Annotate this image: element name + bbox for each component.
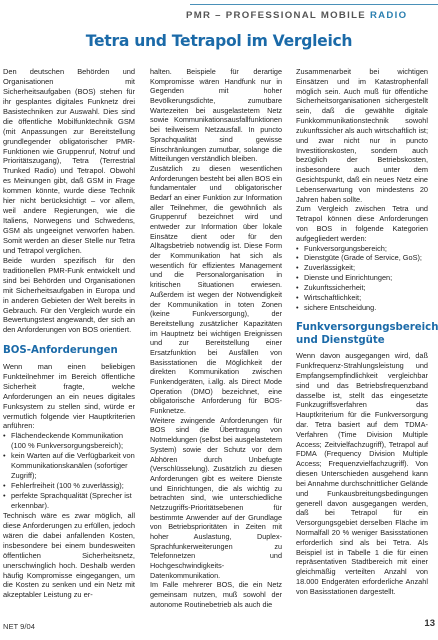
list-item: • Zukunftssicherheit; [296, 283, 428, 293]
intro-paragraph: Den deutschen Behörden und Organisationen mit Sicherheitsaufgaben (BOS) stehen für ihr gesplantes digitales Funknetz drei Basistechniken zur Auswahl. Dies sind die öffentliche Mobilfunktechnik GSM (mit Anpassungen zur Bereitstellung grundlegender obligatorischer PMR-Funktionen wie Gruppenruf, Notruf und Prioritätszugang), Tetra (Terrestrial Trunked Radio) und Tetrapol. Obwohl es Meinungen gibt, daß GSM in Frage kommen könnte, wurde diese Technik hier nicht berücksichtigt – vor allem, weil andere Regierungen, wie die Italiens, Norwegens und Schwedens, GSM als ungeeignet verworfen haben. Somit werden an dieser Stelle nur Tetra und Tetrapol verglichen. [3, 67, 135, 255]
intro-paragraph-2: Beide wurden spezifisch für den traditionellen PMR-Funk entwickelt und sind bei Behörden und Organisationen mit Sicherheitsaufgaben in Europa und in anderen Gebieten der Welt bereits in Gebrauch. Für den Vergleich wurde ein Bewertungstest angewandt, der sich an den Anforderungen von BOS orientiert. [3, 255, 135, 335]
list-item: • kein Warten auf die Verfügbarkeit von Kommunikationskanälen (sofortiger Zugriff); [3, 451, 135, 481]
page-number: 13 [424, 618, 435, 629]
paragraph: Weitere zwingende Anforderungen für BOS sind die Übertragung von Notmeldungen (selbst bei ausgelastetem System) sowie der Schutz vor dem Abhören durch Unbefugte (Verschlüsselung). Zusätzlich zu diesen Anforderungen gibt es weitere Dienste und Einrichtungen, die als wichtig zu betrachten sind, wie unterschiedliche Netzzugriffs-Prioritätsebenen für bestimmte Anwender auf der Grundlage von Betriebsprioritäten in Zeiten mit hoher Auslastung, Duplex-Sprachfunkerweiterungen zu Telefonnetzen und Hochgeschwindigkeits-Datenkommunikation. [150, 415, 282, 580]
header-rule [190, 4, 438, 5]
section-heading-bos: BOS-Anforderungen [3, 345, 118, 357]
section-header-accent: RADIO [369, 10, 408, 21]
list-item: • Flächendeckende Kommunikation (100 % Funkversorgungsbereich); [3, 431, 135, 451]
issue-label: NET 9/04 [3, 622, 35, 631]
list-item: • Fehlerfreiheit (100 % zuverlässig); [3, 481, 135, 491]
paragraph: Technisch wäre es zwar möglich, all diese Anforderungen zu erfüllen, jedoch wären die dabei anfallenden Kosten, insbesondere bei einem bundesweiten öffentlichen Sicherheitsnetz, unerschwinglich hoch. Deshalb werden häufig Kompromisse eingegangen, um die Kosten zu senken und ein Netz mit akzeptabler Leistung zu er- [3, 510, 135, 600]
paragraph: Zusätzlich zu diesen wesentlichen Anforderungen besteht bei allen BOS ein fundamentaler und obligatorischer Bedarf an einer Funktion zur Information aller Teilnehmer, die gewöhnlich als Gruppenruf bezeichnet wird und entweder zur Information über lokale Einsätze dient oder für den Alltagsbetrieb notwendig ist. Diese Form der Kommunikation hat sich als wesentlich für effizientes Management und die Personalorganisation in kritischen Situationen erwiesen. Außerdem ist wegen der Notwendigkeit der Kommunikation in toten Zonen (keine Funkversorgung), der Bereitstellung zusätzlicher Kapazitäten im Hauptnetz bei wichtigen Ereignissen und zur Bereitstellung einer Ersatzfunktion bei Ausfällen von Basisstationen die Möglichkeit der direkten Kommunikation zwischen Funkendgeräten, i.allg. als Direct Mode Operation (DMO) bezeichnet, eine obligatorische Anforderung für BOS-Funknetze. [150, 163, 282, 416]
paragraph: Zum Vergleich zwischen Tetra und Tetrapol können diese Anforderungen von BOS in folgende Kategorien aufgegliedert werden: [296, 204, 428, 243]
list-item: • Dienste und Einrichtungen; [296, 273, 428, 283]
paragraph: Im Falle mehrerer BOS, die ein Netz gemeinsam nutzen, muß sowohl der autonome Routinebetrieb als auch die [150, 580, 282, 609]
section-header [186, 10, 438, 21]
section-header-prefix: PMR – PROFESSIONAL MOBILE [186, 10, 370, 21]
requirements-list [3, 431, 135, 511]
paragraph: Wenn man einen beliebigen Funkteilnehmer im Bereich öffentliche Sicherheit fragte, welche Anforderungen an ein neues digitales Funksystem zu stellen sind, würde er vermutlich folgende vier Hauptkriterien anführen: [3, 361, 135, 431]
list-item: • Funkversorgungsbereich; [296, 244, 428, 254]
section-heading-coverage: Funkversorgungsbereich und Dienstgüte [296, 322, 438, 346]
column-2 [150, 67, 282, 610]
column-3 [296, 67, 438, 597]
article-title: Tetra und Tetrapol im Vergleich [85, 32, 353, 50]
list-item: • Zuverlässigkeit; [296, 263, 428, 273]
paragraph: Wenn davon ausgegangen wird, daß Funkfrequenz-Strahlungsleistung und Empfangsempfindlichkeit vergleichbar sind und das Betriebsfrequenzband dasselbe ist, stellt das eingesetzte Funkzugriffsverfahren das Hauptkriterium für die Funkversorgung dar. Tetra basiert auf dem TDMA-Verfahren (Time Division Multiple Access; Zeitvielfachzugriff), Tetrapol auf FDMA (Frequency Division Multiple Access; Frequenzvielfachzugriff). Von diesen Unterschieden ausgehend kann bei Annahme durchschnittlicher Gelände und Funkausbreitungsbedingungen generell davon ausgegangen werden, daß bei Tetrapol für ein Versorgungsgebiet derselben Fläche im Normalfall 20 % weniger Basisstationen erforderlich sind als bei Tetra. Als Beispiel ist in Tabelle 1 die für einen repräsentativen Stadtbereich mit einer gleichmäßig verteilten Anzahl von 18.000 Endgeräten erforderliche Anzahl von Basisstationen dargestellt. [296, 351, 428, 596]
categories-list [296, 244, 428, 313]
list-item: • perfekte Sprachqualität (Sprecher ist erkennbar). [3, 491, 135, 511]
list-item: • Dienstgüte (Grade of Service, GoS); [296, 253, 428, 263]
column-1 [3, 67, 135, 600]
paragraph: halten. Beispiele für derartige Kompromisse wären Handfunk nur in Gegenden mit hoher Bevölkerungsdichte, zumutbare Wartezeiten bei ausgelastetem Netz sowie Kommunikationsausfallfunktionen bei teilweisem Netzausfall. In puncto Sprachqualität sind gewisse Einschränkungen zumutbar, solange die Mitteilungen verständlich bleiben. [150, 67, 282, 164]
paragraph: Zusammenarbeit bei wichtigen Einsätzen und im Katastrophenfall möglich sein. Auch muß für öffentliche Sicherheitsorganisationen sichergestellt sein, daß die gewählte digitale Funkkommunikationstechnik sowohl zukunftssicher als auch wirtschaftlich ist; und zwar nicht nur in puncto Investitionskosten, sondern auch bezüglich der Betriebskosten, insbesondere auch unter dem Gesichtspunkt, daß ein neues Netz eine Lebenserwartung von mindestens 20 Jahren haben sollte. [296, 67, 428, 204]
list-item: • Wirtschaftlichkeit; [296, 293, 428, 303]
list-item: • sichere Entscheidung. [296, 303, 428, 313]
